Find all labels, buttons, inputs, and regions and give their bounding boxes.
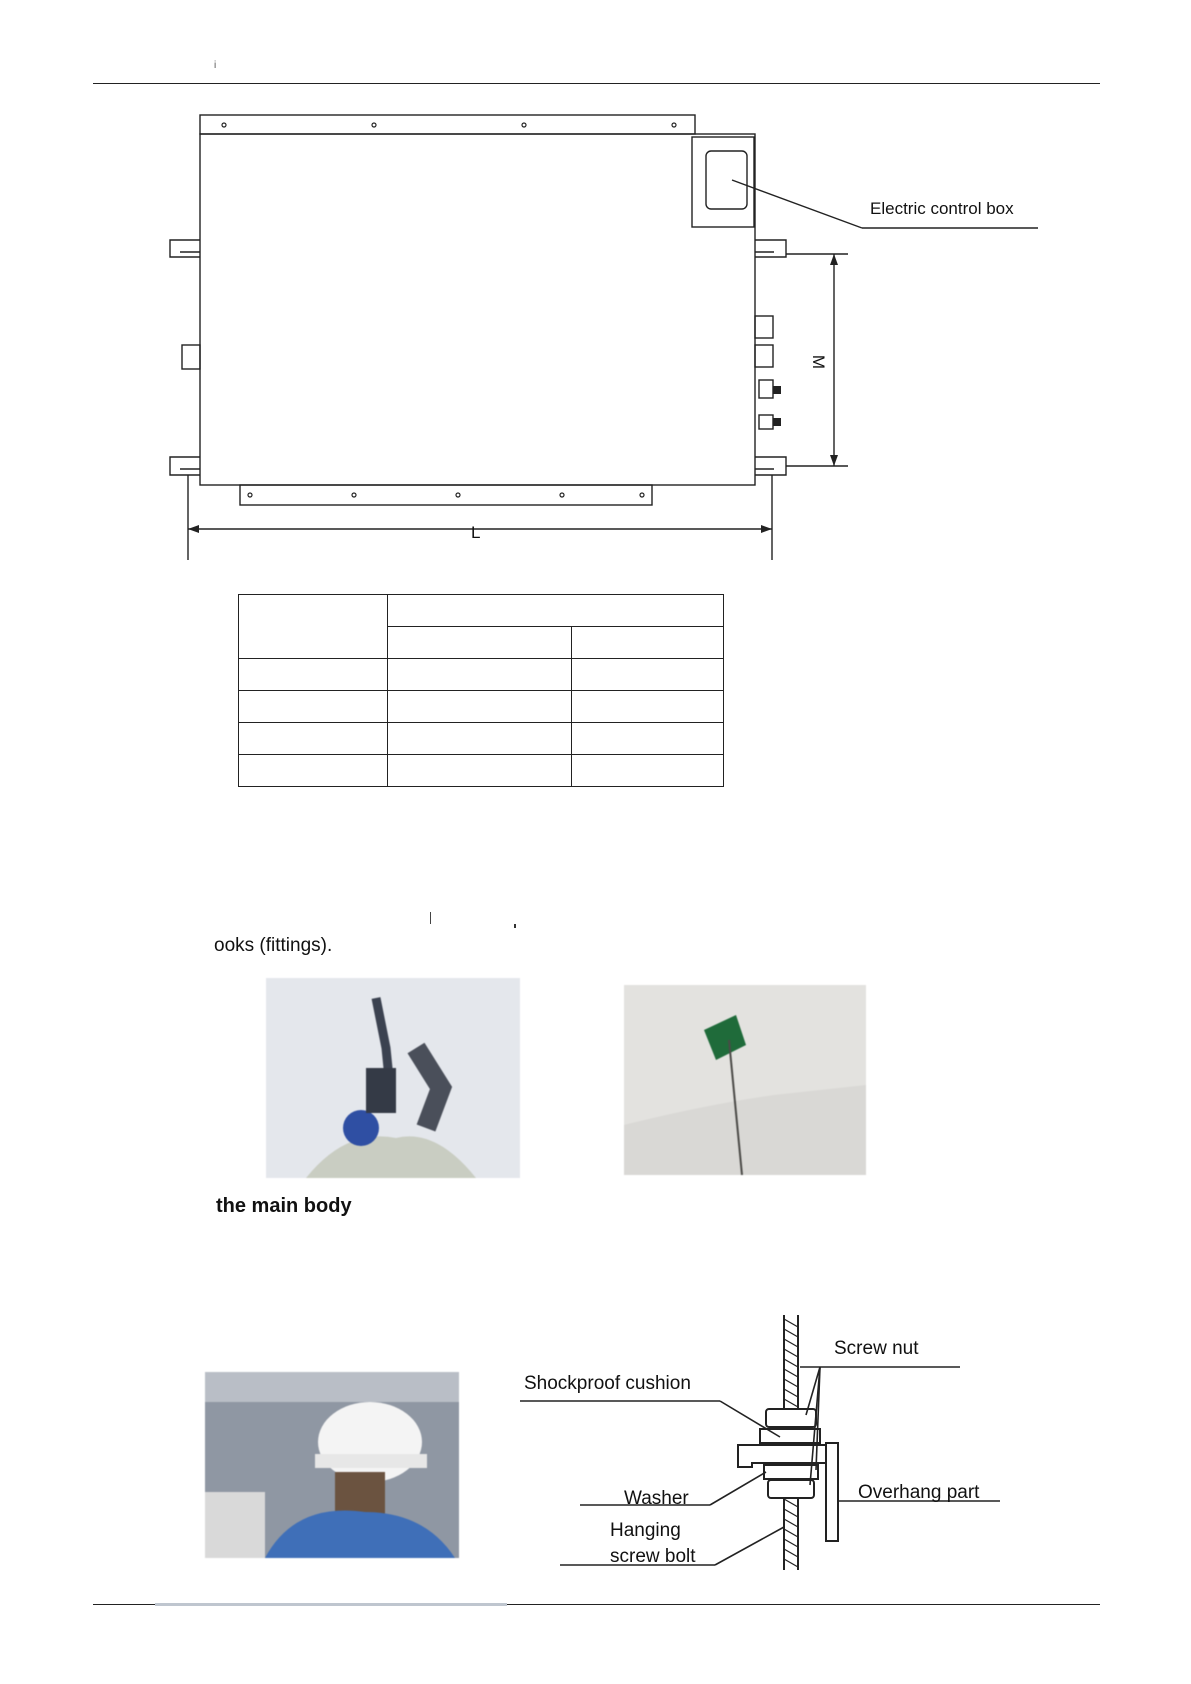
dimension-table bbox=[238, 594, 724, 787]
unit-top-view-drawing bbox=[160, 105, 1040, 565]
table-cell bbox=[239, 659, 388, 691]
overhang-part-label: Overhang part bbox=[858, 1482, 980, 1503]
table-row bbox=[239, 595, 724, 627]
dimension-m-label: M bbox=[809, 354, 829, 370]
table-cell bbox=[572, 659, 724, 691]
table-cell bbox=[239, 755, 388, 787]
photo-drilling-ceiling bbox=[266, 978, 520, 1178]
electric-control-box-label: Electric control box bbox=[870, 199, 1014, 218]
section-heading: the main body bbox=[216, 1195, 352, 1217]
table-cell bbox=[239, 595, 388, 659]
table-cell bbox=[572, 627, 724, 659]
photo-worker-helmet bbox=[205, 1372, 459, 1558]
screw-bolt-label: screw bolt bbox=[610, 1546, 696, 1567]
fittings-text-fragment: ooks (fittings). bbox=[214, 935, 333, 956]
table-cell bbox=[572, 723, 724, 755]
header-mark: i bbox=[214, 60, 217, 71]
screw-nut-label: Screw nut bbox=[834, 1338, 919, 1359]
washer-label: Washer bbox=[624, 1488, 689, 1509]
table-row bbox=[239, 691, 724, 723]
photo-ceiling-anchor bbox=[624, 985, 866, 1175]
shockproof-cushion-label: Shockproof cushion bbox=[524, 1373, 691, 1394]
table-row bbox=[239, 755, 724, 787]
table-cell bbox=[572, 691, 724, 723]
table-cell bbox=[388, 723, 572, 755]
table-cell bbox=[388, 627, 572, 659]
table-cell bbox=[239, 723, 388, 755]
table-row bbox=[239, 723, 724, 755]
hanging-label: Hanging bbox=[610, 1520, 681, 1541]
dimension-l-label: L bbox=[471, 523, 481, 542]
stray-mark bbox=[430, 912, 431, 924]
table-cell bbox=[388, 691, 572, 723]
stray-mark bbox=[514, 924, 516, 928]
table-cell bbox=[239, 691, 388, 723]
table-row bbox=[239, 659, 724, 691]
table-cell bbox=[388, 755, 572, 787]
table-cell bbox=[388, 595, 724, 627]
table-cell bbox=[388, 659, 572, 691]
table-cell bbox=[572, 755, 724, 787]
header-rule bbox=[93, 83, 1100, 84]
hanging-bolt-diagram bbox=[520, 1315, 1000, 1590]
footer-accent bbox=[155, 1603, 507, 1606]
